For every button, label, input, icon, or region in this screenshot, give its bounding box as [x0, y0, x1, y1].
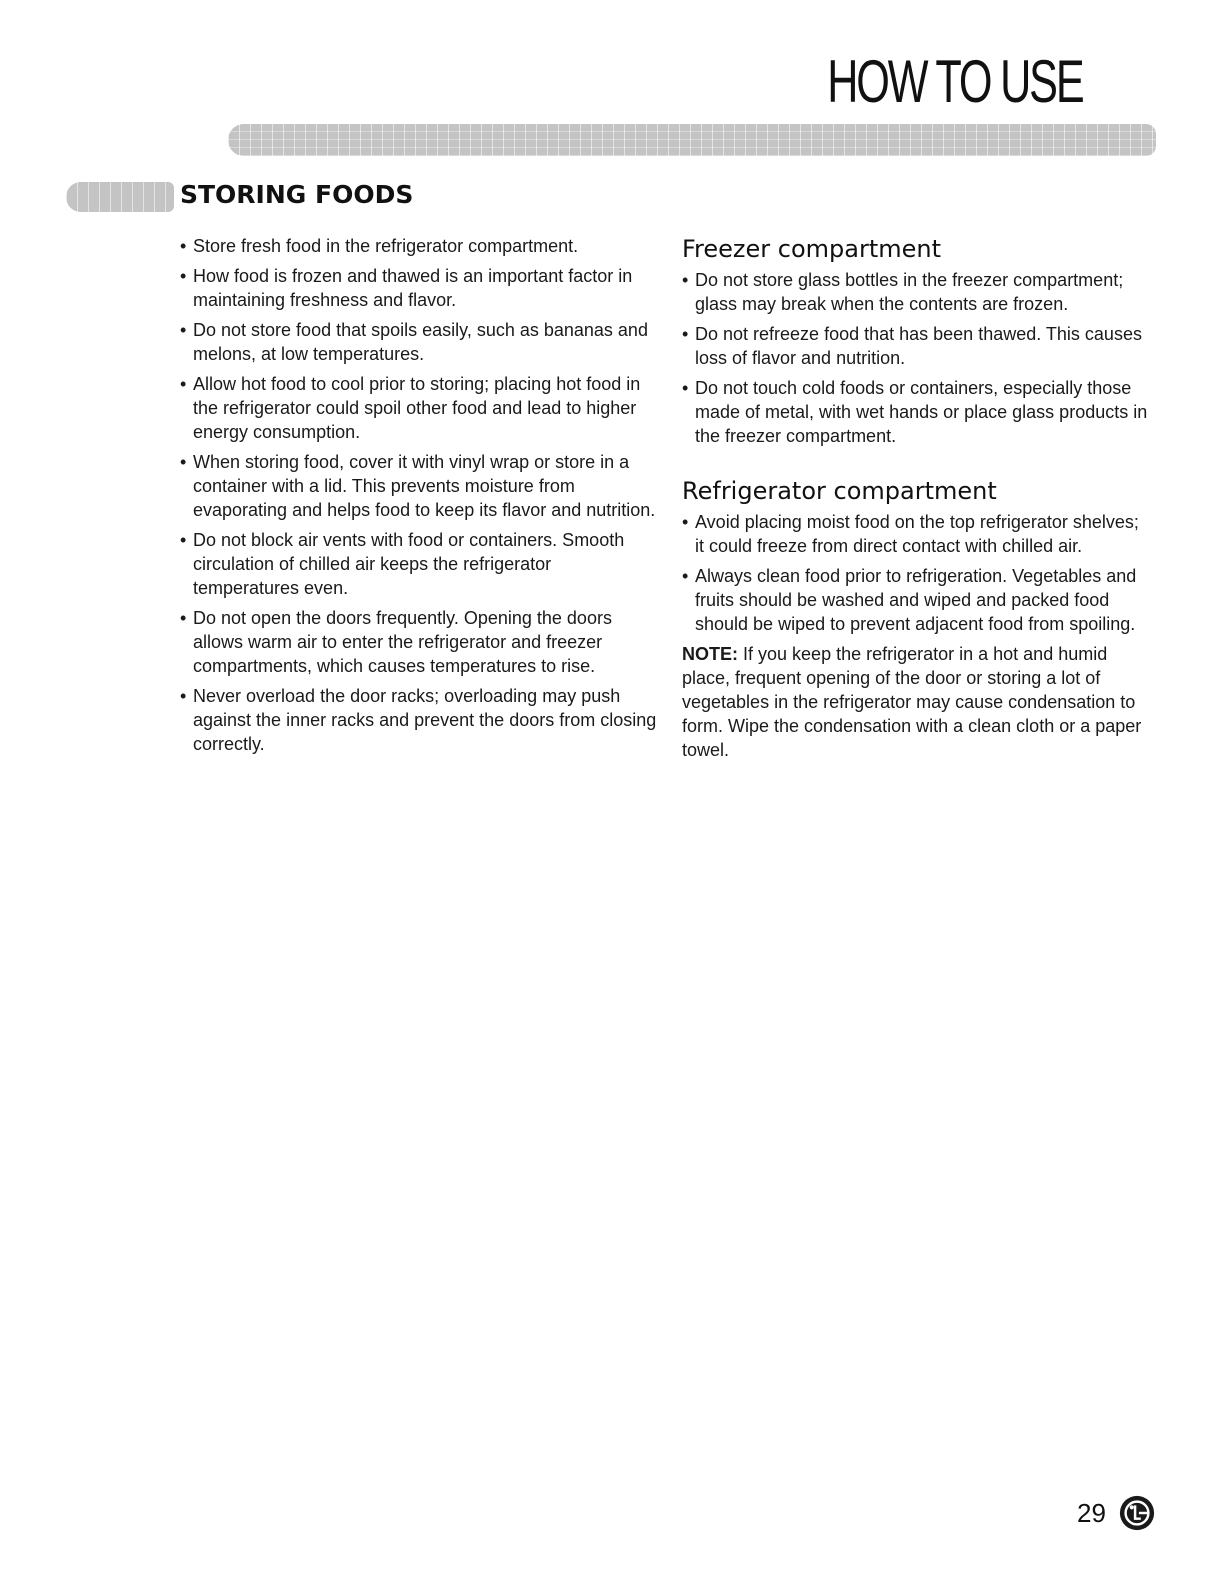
- note-label: NOTE:: [682, 644, 738, 664]
- section-title: STORING FOODS: [180, 180, 414, 209]
- freezer-heading: Freezer compartment: [682, 235, 942, 263]
- list-item: • When storing food, cover it with vinyl wrap or store in a container with a lid. This prevents moisture from evaporating and helps food to keep its flavor and nutrition.: [180, 452, 656, 520]
- refrigerator-list: [682, 510, 1152, 636]
- list-item: • Do not store glass bottles in the freezer compartment; glass may break when the contents are frozen.: [682, 270, 1124, 314]
- list-item: • Store fresh food in the refrigerator compartment.: [180, 236, 579, 256]
- section-marker-pill: [66, 182, 174, 212]
- page-number: 29: [1077, 1498, 1106, 1528]
- list-item: • Do not touch cold foods or containers, especially those made of metal, with wet hands or place glass products in the freezer compartment.: [682, 378, 1148, 446]
- note-text: If you keep the refrigerator in a hot and humid place, frequent opening of the door or storing a lot of vegetables in the refrigerator may cause condensation to form. Wipe the condensation with a clean cloth or a paper towel.: [682, 644, 1142, 760]
- right-column: [682, 234, 1152, 762]
- list-item: • Allow hot food to cool prior to storing; placing hot food in the refrigerator could spoil other food and lead to higher energy consumption.: [180, 374, 641, 442]
- storing-tips-list: [180, 234, 660, 756]
- list-item: • Do not refreeze food that has been thawed. This causes loss of flavor and nutrition.: [682, 324, 1142, 368]
- list-item: • Do not block air vents with food or containers. Smooth circulation of chilled air keeps the refrigerator temperatures even.: [180, 530, 625, 598]
- header-decorative-bar: [228, 124, 1156, 156]
- lg-logo-icon: [1118, 1494, 1156, 1532]
- refrigerator-heading: Refrigerator compartment: [682, 477, 997, 505]
- note-paragraph: [682, 642, 1152, 762]
- left-column: [180, 234, 660, 762]
- freezer-list: [682, 268, 1152, 448]
- list-item: • Do not open the doors frequently. Opening the doors allows warm air to enter the refrigerator and freezer compartments, which causes temperatures to rise.: [180, 608, 612, 676]
- list-item: • Avoid placing moist food on the top refrigerator shelves; it could freeze from direct contact with chilled air.: [682, 512, 1139, 556]
- list-item: • Always clean food prior to refrigeration. Vegetables and fruits should be washed and wiped and packed food should be wiped to prevent adjacent food from spoiling.: [682, 566, 1137, 634]
- list-item: • Do not store food that spoils easily, such as bananas and melons, at low temperatures.: [180, 320, 648, 364]
- list-item: • Never overload the door racks; overloading may push against the inner racks and prevent the doors from closing correctly.: [180, 686, 657, 754]
- page-header-title: HOW TO USE: [826, 48, 1082, 115]
- list-item: • How food is frozen and thawed is an important factor in maintaining freshness and flavor.: [180, 266, 633, 310]
